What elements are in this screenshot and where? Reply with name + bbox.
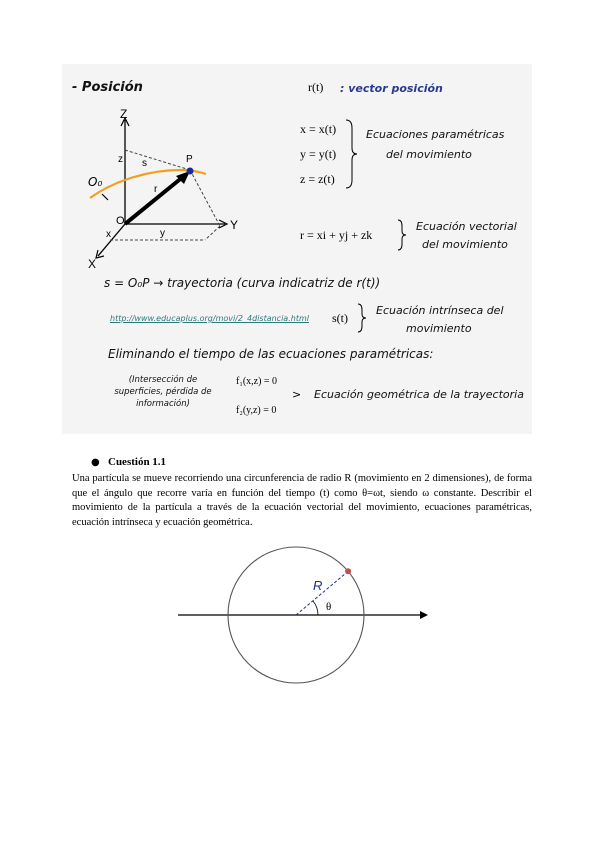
particle (345, 568, 351, 574)
geometric-eq-2: f₂(y,z) = 0 (236, 405, 277, 416)
position-diagram (80, 100, 250, 270)
y-label: y (160, 228, 165, 239)
circle-figure (170, 540, 430, 700)
intersection-note-1: (Intersección de (128, 375, 198, 385)
param-eq-y: y = y(t) (300, 147, 337, 161)
intersection-note-2: superficies, pérdida de (114, 387, 212, 397)
intrinsic-label-2: movimiento (406, 322, 472, 335)
question-title: Cuestión 1.1 (108, 456, 167, 468)
z-axis-label: Z (120, 107, 128, 121)
question-text: Una partícula se mueve recorriendo una circunferencia de radio R (movimiento en 2 dimensiones), de forma que el ángulo que recorre varía en función del tiempo (t) como θ=ωt, siendo ω constante. Describir el movimiento de la partícula a través de la ecuación vectorial del movimiento, ecuaciones paramétricas, ecuación intrínseca y ecuación geométrica. (72, 473, 532, 528)
origin-label: O (116, 215, 125, 227)
vector-position-label: : vector posición (340, 82, 443, 95)
param-label-1: Ecuaciones paramétricas (366, 128, 505, 141)
educaplus-link[interactable]: http://www.educaplus.org/movi/2_4distancia.html (110, 314, 309, 323)
r-label: r (154, 184, 158, 195)
intersection-note (104, 374, 222, 410)
projection-p (190, 170, 220, 226)
radius-label: R (313, 578, 323, 593)
angle-arc (313, 601, 318, 615)
o0-tick (102, 194, 108, 200)
vector-eq: r = xi + yj + zk (300, 228, 373, 242)
y-axis-label: Y (230, 218, 239, 232)
trajectory-line: s = O₀P → trayectoria (curva indicatriz de r(t)) (104, 276, 381, 290)
param-eq-x: x = x(t) (300, 122, 337, 136)
geometric-label: Ecuación geométrica de la trayectoria (314, 388, 524, 401)
param-label-2: del movimiento (386, 148, 472, 161)
vector-position-eq: r(t) (308, 80, 324, 94)
angle-label: θ (326, 601, 332, 613)
x-label: x (106, 229, 111, 240)
intersection-note-3: información) (136, 399, 190, 409)
point-p (187, 168, 194, 175)
question-bullet: ● (91, 457, 100, 468)
p-label: P (186, 154, 193, 165)
z-label: z (118, 154, 123, 165)
geometric-arrow: > (292, 388, 302, 401)
x-axis-label: X (88, 257, 97, 270)
projection-base1 (205, 226, 220, 240)
projection-z (125, 150, 190, 170)
param-eq-z: z = z(t) (300, 172, 335, 186)
section-heading: - Posición (72, 80, 143, 95)
intrinsic-label-1: Ecuación intrínseca del (376, 304, 504, 317)
s-label: s (142, 158, 147, 169)
eliminating-text: Eliminando el tiempo de las ecuaciones paramétricas: (108, 347, 434, 361)
vector-brace (396, 218, 408, 252)
intrinsic-eq: s(t) (332, 311, 348, 325)
axis-arrowhead (420, 611, 428, 619)
geometric-eq-1: f₁(x,z) = 0 (236, 376, 278, 387)
o0-label: O₀ (88, 175, 103, 189)
param-brace (344, 118, 358, 190)
vector-label-1: Ecuación vectorial (416, 220, 517, 233)
intrinsic-brace (356, 302, 368, 334)
vector-label-2: del movimiento (422, 238, 508, 251)
